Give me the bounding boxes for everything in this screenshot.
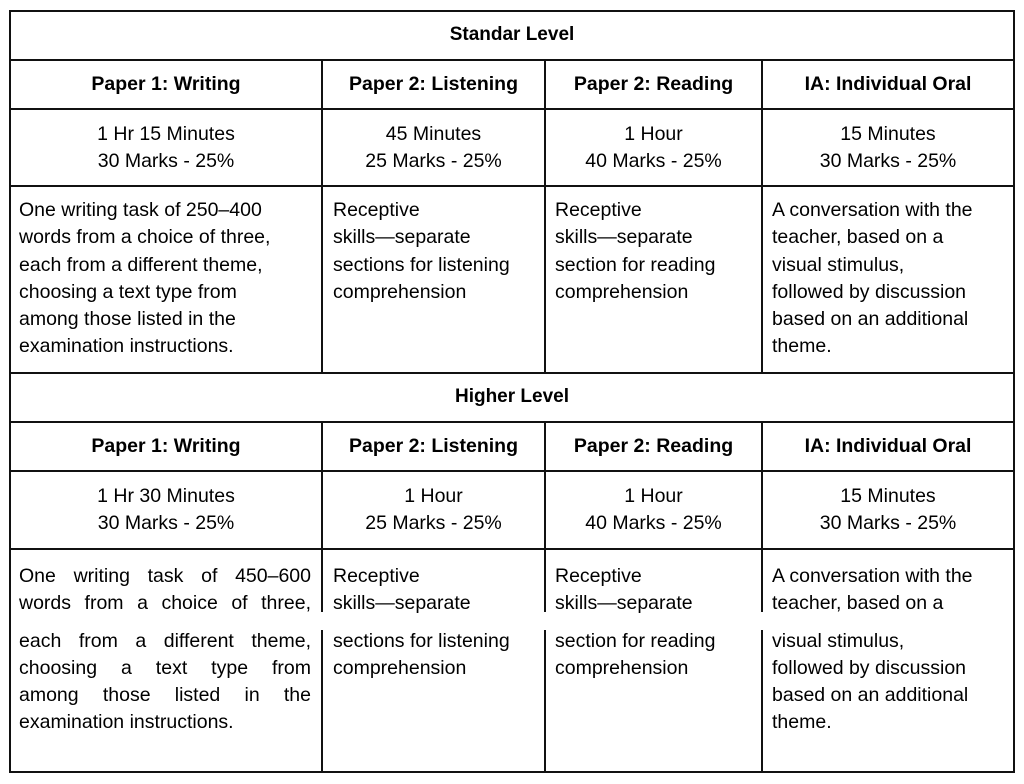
desc-line: section for reading <box>555 253 716 276</box>
desc-line: followed by discussion <box>772 280 967 303</box>
sl-header-paper1-writing: Paper 1: Writing <box>91 73 241 95</box>
sl-paper1-duration: 1 Hr 15 Minutes <box>97 123 235 145</box>
desc-line: A conversation with the <box>772 199 973 221</box>
desc-line: sections for listening <box>333 253 510 276</box>
hl-oral-duration: 15 Minutes <box>840 485 936 507</box>
hl-listening-duration: 1 Hour <box>404 485 463 507</box>
row-divider <box>9 470 1015 472</box>
desc-line: Receptive <box>333 199 420 221</box>
desc-line: among those listed in the <box>19 308 236 331</box>
desc-line: sections for listening <box>333 629 510 652</box>
column-divider <box>321 421 323 773</box>
sl-reading-duration: 1 Hour <box>624 123 683 145</box>
row-divider <box>9 372 1015 374</box>
desc-line: comprehension <box>555 656 689 679</box>
desc-line: each from a different theme, <box>19 629 311 652</box>
desc-line: skills—separate <box>333 592 471 615</box>
desc-line: skills—separate <box>555 592 693 615</box>
hl-header-paper1-writing: Paper 1: Writing <box>91 435 241 457</box>
column-divider <box>544 421 546 773</box>
column-divider <box>544 59 546 374</box>
desc-line: theme. <box>772 335 832 358</box>
sl-listening-description <box>333 197 510 306</box>
row-divider <box>9 185 1015 187</box>
row-divider <box>9 421 1015 423</box>
column-divider <box>761 421 763 773</box>
desc-line: teacher, based on a <box>772 592 944 615</box>
sl-header-individual-oral: IA: Individual Oral <box>804 73 972 95</box>
row-divider <box>9 108 1015 110</box>
sl-listening-marks: 25 Marks - 25% <box>365 150 502 172</box>
desc-line: theme. <box>772 711 832 734</box>
desc-line: skills—separate <box>333 226 471 249</box>
sl-reading-description <box>555 197 715 306</box>
desc-line: based on an additional <box>772 308 969 331</box>
hl-oral-marks: 30 Marks - 25% <box>819 512 957 534</box>
sl-paper1-description <box>19 197 270 361</box>
standard-level-title: Standar Level <box>449 24 575 45</box>
higher-level-title: Higher Level <box>454 386 570 407</box>
sl-oral-marks: 30 Marks - 25% <box>819 150 957 172</box>
desc-line: among those listed in the <box>19 684 311 707</box>
sl-oral-description <box>772 197 973 361</box>
desc-line: comprehension <box>555 280 689 303</box>
desc-line: examination instructions. <box>19 711 234 734</box>
sl-listening-duration: 45 Minutes <box>385 123 482 145</box>
hl-reading-description <box>555 563 715 682</box>
desc-line: examination instructions. <box>19 335 234 358</box>
desc-line: teacher, based on a <box>772 226 944 249</box>
desc-line: visual stimulus, <box>772 253 905 276</box>
sl-header-paper2-reading: Paper 2: Reading <box>573 73 734 95</box>
desc-line: choosing a text type from <box>19 656 311 679</box>
desc-line: followed by discussion <box>772 656 967 679</box>
desc-line: words from a choice of three, <box>19 592 311 615</box>
desc-line: comprehension <box>333 280 467 303</box>
hl-listening-marks: 25 Marks - 25% <box>365 512 502 534</box>
sl-reading-marks: 40 Marks - 25% <box>585 150 722 172</box>
desc-line: Receptive <box>555 199 642 221</box>
hl-header-paper2-reading: Paper 2: Reading <box>573 435 734 457</box>
hl-paper1-duration: 1 Hr 30 Minutes <box>97 485 235 507</box>
desc-line: Receptive <box>555 565 642 587</box>
row-divider <box>9 548 1015 550</box>
hl-reading-duration: 1 Hour <box>624 485 683 507</box>
column-divider <box>321 59 323 374</box>
sl-oral-duration: 15 Minutes <box>840 123 936 145</box>
desc-line: A conversation with the <box>772 565 973 587</box>
desc-line: choosing a text type from <box>19 280 237 303</box>
table-border-bottom <box>9 771 1015 773</box>
hl-header-individual-oral: IA: Individual Oral <box>804 435 972 457</box>
sl-paper1-marks: 30 Marks - 25% <box>97 150 235 172</box>
desc-line: each from a different theme, <box>19 253 263 276</box>
sl-header-paper2-listening: Paper 2: Listening <box>348 73 519 95</box>
hl-paper1-marks: 30 Marks - 25% <box>97 512 235 534</box>
desc-line: Receptive <box>333 565 420 587</box>
desc-line: words from a choice of three, <box>19 226 271 249</box>
desc-line: section for reading <box>555 629 716 652</box>
hl-reading-marks: 40 Marks - 25% <box>585 512 722 534</box>
hl-header-paper2-listening: Paper 2: Listening <box>348 435 519 457</box>
desc-line: One writing task of 250–400 <box>19 199 262 221</box>
hl-listening-description <box>333 563 510 682</box>
table-border-top <box>9 10 1015 12</box>
desc-line: skills—separate <box>555 226 693 249</box>
hl-oral-description <box>772 563 973 737</box>
column-divider <box>761 59 763 374</box>
desc-line: One writing task of 450–600 <box>19 565 311 587</box>
hl-paper1-description <box>19 563 311 737</box>
desc-line: comprehension <box>333 656 467 679</box>
row-divider <box>9 59 1015 61</box>
desc-line: visual stimulus, <box>772 629 905 652</box>
desc-line: based on an additional <box>772 684 969 707</box>
